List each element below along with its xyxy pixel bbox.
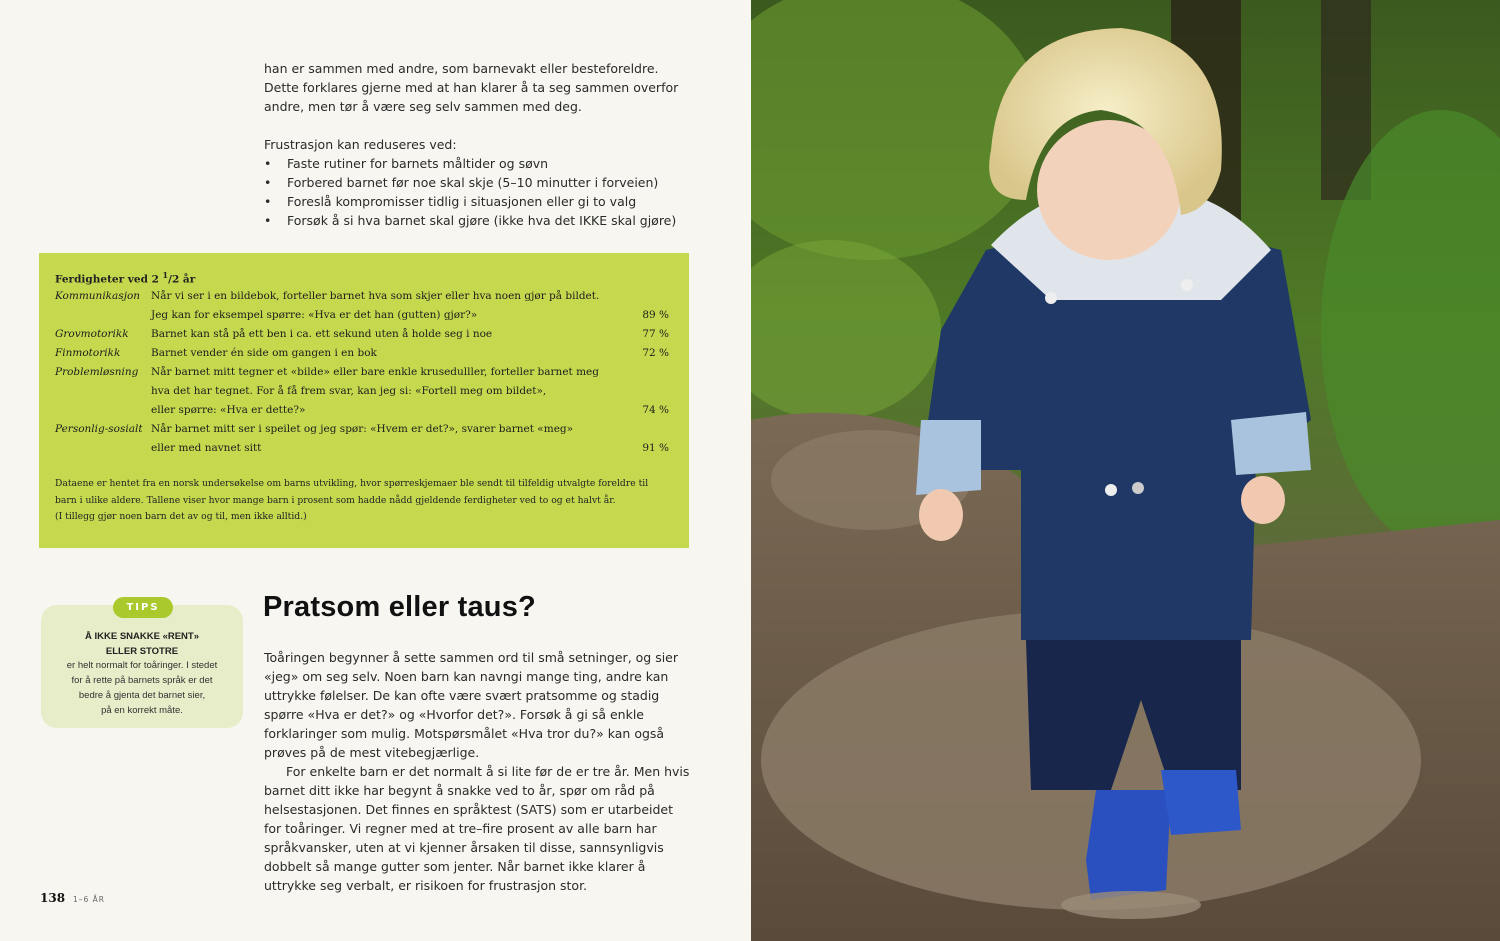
- tips-line: er helt normalt for toåringer. I stedet: [66, 660, 218, 671]
- skill-percent: 74 %: [642, 404, 669, 416]
- splash: [1061, 891, 1201, 919]
- skill-description: Barnet kan stå på ett ben i ca. ett sekund uten å holde seg i noe: [151, 328, 493, 340]
- running-head: 1–6 ÅR: [73, 895, 106, 904]
- tips-body: [49, 658, 235, 718]
- hand: [919, 489, 963, 541]
- tips-badge: TIPS: [113, 597, 173, 618]
- list-item: • Foreslå kompromisser tidlig i situasjonen eller gi to valg: [264, 192, 704, 211]
- skill-description: eller spørre: «Hva er dette?»: [151, 404, 306, 416]
- skill-description: hva det har tegnet. For å få frem svar, kan jeg si: «Fortell meg om bildet»,: [151, 385, 547, 397]
- skill-description: Barnet vender én side om gangen i en bok: [151, 347, 377, 359]
- raincoat-sleeve-cuff: [1231, 412, 1311, 475]
- tips-line: bedre å gjenta det barnet sier,: [78, 690, 206, 701]
- skills-title-suffix: /2 år: [168, 273, 196, 286]
- tips-line: for å rette på barnets språk er det: [71, 675, 213, 686]
- paragraph: For enkelte barn er det normalt å si lite før de er tre år. Men hvis barnet ditt ikke har begynt å snakke ved to år, spør om råd på helsestasjonen. Det finnes en språktest (SATS) som er utarbeidet for toåringer. Vi regner med at tre–fire prosent av alle barn har språkvansker, uten at vi kjenner årsaken til disse, sannsynligvis dobbelt så mange gutter som jenter. Når barnet ikke klarer å uttrykke seg verbalt, er risikoen for frustrasjon stor.: [264, 764, 690, 893]
- rain-boot: [1086, 790, 1171, 900]
- skill-category: Personlig-sosialt: [55, 423, 143, 435]
- intro-text: han er sammen med andre, som barnevakt eller besteforeldre. Dette forklares gjerne med at han klarer å ta seg sammen overfor andre, men tør å være seg selv sammen med deg.: [264, 61, 679, 114]
- skill-percent: 91 %: [642, 442, 669, 454]
- list-item: • Forbered barnet før noe skal skje (5–10 minutter i forveien): [264, 173, 704, 192]
- skill-row: [55, 420, 675, 439]
- skills-title-prefix: Ferdigheter ved 2: [55, 273, 159, 286]
- intro-paragraph: [264, 59, 690, 116]
- skill-row: [55, 363, 675, 382]
- coat-button: [1132, 482, 1144, 494]
- toddler-photo: [751, 0, 1500, 941]
- skills-title: [55, 270, 195, 286]
- list-item: • Faste rutiner for barnets måltider og søvn: [264, 154, 704, 173]
- skill-description: eller med navnet sitt: [151, 442, 262, 454]
- hand: [1241, 476, 1285, 524]
- skill-description: Når barnet mitt tegner et «bilde» eller bare enkle krusedulller, forteller barnet meg: [151, 366, 599, 378]
- skill-percent: 72 %: [642, 347, 669, 359]
- skill-description: Når barnet mitt ser i speilet og jeg spør: «Hvem er det?», svarer barnet «meg»: [151, 423, 574, 435]
- skill-row: [55, 344, 675, 363]
- tips-box: [41, 605, 243, 728]
- skill-row: [55, 306, 675, 325]
- skill-row: [55, 439, 675, 458]
- section-body: [264, 648, 690, 895]
- section-heading: Pratsom eller taus?: [263, 591, 536, 623]
- skill-category: Finmotorikk: [55, 347, 121, 359]
- tips-heading-line: Å IKKE SNAKKE «RENT»: [84, 631, 200, 642]
- skill-row: [55, 287, 675, 306]
- note-line: (I tillegg gjør noen barn det av og til, men ikke alltid.): [55, 511, 307, 522]
- rain-boot: [1161, 770, 1241, 835]
- coat-button: [1181, 279, 1193, 291]
- skill-row: [55, 325, 675, 344]
- coat-button: [1105, 484, 1117, 496]
- skills-source-note: [55, 476, 680, 526]
- skills-box: [39, 253, 689, 548]
- raincoat-sleeve-cuff: [916, 420, 981, 495]
- paragraph: Toåringen begynner å sette sammen ord til små setninger, og sier «jeg» om seg selv. Noen barn kan navngi mange ting, andre kan uttrykke følelser. De kan ofte være svært pratsomme og stadig spørre «Hva er det?» og «Hvorfor det?». Forsøk å gi så enkle forklaringer som mulig. Motspørsmålet «Hva tror du?» kan også prøves på de mest vitebegjærlige.: [264, 650, 679, 760]
- note-line: barn i ulike aldere. Tallene viser hvor mange barn i prosent som hadde nådd gjeldende ferdigheter ved to og et halvt år.: [55, 494, 616, 506]
- skill-percent: 89 %: [642, 309, 669, 321]
- skill-row: [55, 401, 675, 420]
- tips-heading: [41, 629, 243, 659]
- coat-button: [1045, 292, 1057, 304]
- frustration-title: Frustrasjon kan reduseres ved:: [264, 137, 457, 152]
- photo-page: [751, 0, 1500, 941]
- skill-category: Kommunikasjon: [55, 290, 141, 302]
- page-number: 138: [40, 891, 66, 905]
- skill-category: Grovmotorikk: [55, 328, 129, 340]
- tips-line: på en korrekt måte.: [101, 705, 183, 716]
- skill-row: [55, 382, 675, 401]
- skill-description: Når vi ser i en bildebok, forteller barnet hva som skjer eller hva noen gjør på bildet.: [151, 290, 600, 302]
- note-line: Dataene er hentet fra en norsk undersøkelse om barns utvikling, hvor spørreskjemaer ble sendt til tilfeldig utvalgte foreldre til: [55, 478, 649, 489]
- list-item: • Forsøk å si hva barnet skal gjøre (ikke hva det IKKE skal gjøre): [264, 211, 704, 230]
- skill-category: Problemløsning: [55, 366, 139, 378]
- skill-percent: 77 %: [642, 328, 669, 340]
- skill-description: Jeg kan for eksempel spørre: «Hva er det han (gutten) gjør?»: [151, 309, 478, 321]
- frustration-list: [264, 154, 704, 230]
- skills-title-fraction: 1: [162, 270, 169, 280]
- tips-heading-line: ELLER STOTRE: [105, 646, 179, 657]
